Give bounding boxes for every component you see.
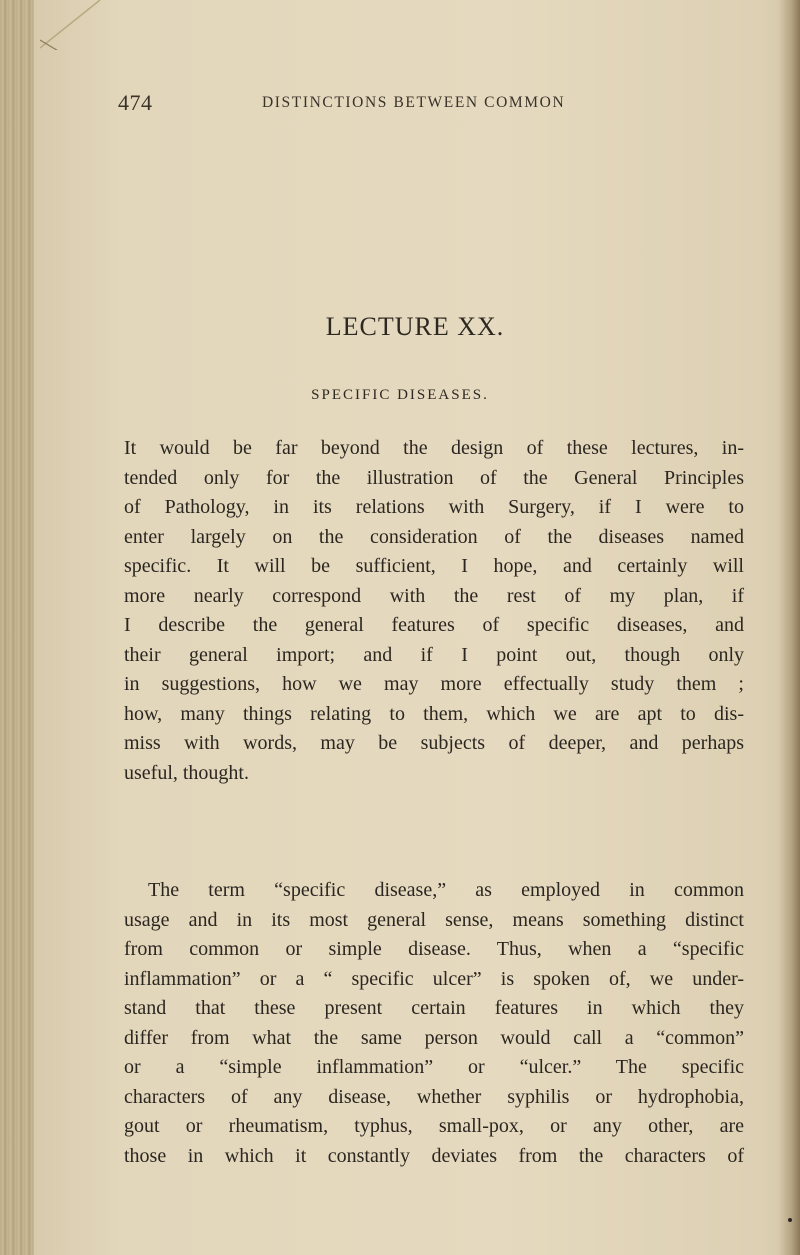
text-line: enter largely on the consideration of the diseases named <box>124 525 744 548</box>
page-number: 474 <box>118 90 153 115</box>
text-line: their general import; and if I point out, though only <box>124 643 744 666</box>
text-line: I describe the general features of specific diseases, and <box>124 614 744 636</box>
paragraph-1 <box>124 434 744 788</box>
text-line: differ from what the same person would call a “common” <box>124 1026 744 1049</box>
text-line: gout or rheumatism, typhus, small-pox, or any other, are <box>124 1115 744 1137</box>
text-line: stand that these present certain features in which they <box>124 997 744 1019</box>
binding-shadow-right <box>778 0 800 1255</box>
text-line: more nearly correspond with the rest of my plan, if <box>124 584 744 607</box>
text-line: tended only for the illustration of the General Principles <box>124 466 744 489</box>
text-line: characters of any disease, whether syphilis or hydrophobia, <box>124 1085 744 1108</box>
page-corner-crease <box>40 0 110 50</box>
text-line: The term “specific disease,” as employed in common <box>148 879 744 901</box>
text-line: usage and in its most general sense, means something distinct <box>124 908 744 931</box>
text-line: those in which it constantly deviates from the characters of <box>124 1144 744 1167</box>
text-line: of Pathology, in its relations with Surgery, if I were to <box>124 496 744 518</box>
running-head: DISTINCTIONS BETWEEN COMMON <box>262 94 566 111</box>
text-line: specific. It will be sufficient, I hope, and certainly will <box>124 555 744 577</box>
text-line: in suggestions, how we may more effectually study them ; <box>124 673 744 695</box>
text-line: how, many things relating to them, which we are apt to dis- <box>124 702 744 725</box>
section-title: SPECIFIC DISEASES. <box>311 387 489 403</box>
binding-shadow-left <box>0 0 34 1255</box>
text-line: It would be far beyond the design of these lectures, in- <box>124 437 744 459</box>
ink-speck <box>788 1218 792 1222</box>
text-line: useful, thought. <box>124 761 249 784</box>
text-line: miss with words, may be subjects of deeper, and perhaps <box>124 732 744 754</box>
text-line: inflammation” or a “ specific ulcer” is spoken of, we under- <box>124 967 744 990</box>
text-line: from common or simple disease. Thus, when a “specific <box>124 938 744 960</box>
lecture-title: LECTURE XX. <box>325 312 505 341</box>
text-line: or a “simple inflammation” or “ulcer.” The specific <box>124 1056 744 1078</box>
paragraph-2 <box>124 876 744 1171</box>
